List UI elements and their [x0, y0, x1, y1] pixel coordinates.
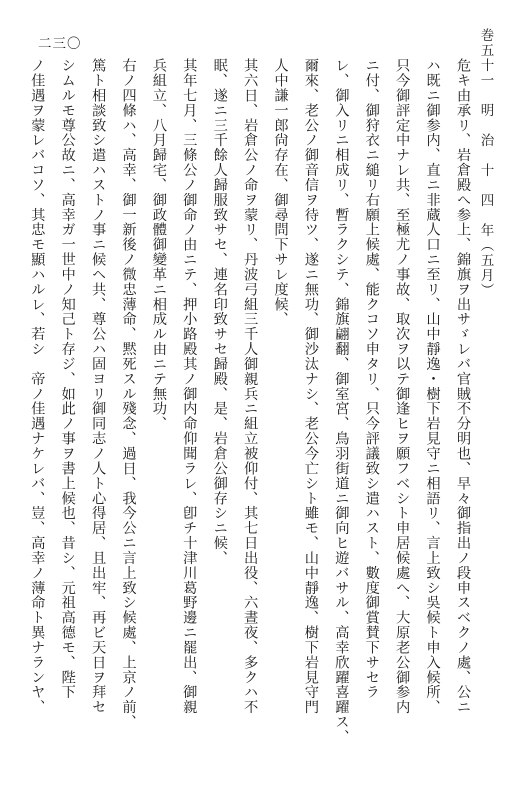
text-column: 眠、遂ニ三千餘人歸服致サセ、連名印致サセ歸殿、是、岩倉公御存シニ候、 — [211, 58, 228, 566]
text-column: レ、御入リニ相成リ、暫ラクシテ、錦旗翩翻、御室宮、鳥羽街道ニ御向ヒ遊バサル、高幸欣躍喜躍ス、 — [333, 58, 350, 745]
text-column: ハ既ニ御参内、直ニ非蔵人口ニ至リ、山中靜逸・樹下岩見守ニ相語リ、言上致シ吳候ト申入候所、 — [424, 58, 441, 715]
body-text — [30, 58, 470, 798]
text-column: ノ佳遇ヲ蒙レバコソ、其忠モ顯ハルレ、若シ 帝ノ佳遇ナケレバ、豈、高幸ノ薄命ト異ナランヤ、 — [29, 58, 46, 715]
text-column: 兵組立、八月歸宅、御政體御變革ニ相成ル由ニテ無功、 — [150, 58, 167, 431]
text-column: 只今御評定中ナレ共、至極尤ノ事故、取次ヲ以テ御逢ヒヲ願フベシト申居候處へ、大原老公御参内 — [394, 58, 411, 715]
page-number: 二三〇 — [38, 36, 82, 52]
running-title: 巻五十一 明 治 十 四 年（五月） — [477, 28, 494, 298]
text-column: 其年七月、三條公ノ御命ノ由ニテ、押小路殿其ノ御内命仰聞ラレ、卽チ十津川葛野邊ニ罷出、御親 — [181, 58, 198, 715]
text-column: 其六日、岩倉公ノ命ヲ蒙リ、丹波弓組三千人御親兵ニ組立被仰付、其七日出役、六晝夜、多クハ不 — [242, 58, 259, 715]
text-column: 篤ト相談致シ遣ハストノ事ニ候ヘ共、尊公ハ固ヨリ御同志ノ人ト心得居、且出牢、再ビ天日ヲ拜セ — [90, 58, 107, 715]
text-column: 人中謙一郎尙存在、御尋問下サレ度候、 — [272, 58, 289, 327]
text-column: 爾來、老公ノ御音信ヲ待ツ、遂ニ無功、御沙汰ナシ、老公今亡シト雖モ、山中靜逸、樹下岩見守門 — [302, 58, 319, 715]
text-column: ニ付、御狩衣ニ縋リ右願上候處、能クコソ申タリ、只今評議致シ遣ハスト、數度御賞賛下サセラ — [363, 58, 380, 700]
text-column: シムルモ尊公故ニ、高幸ガ一世中ノ知己ト存ジ、如此ノ事ヲ書上候也、昔シ、元祖高德モ、陛下 — [59, 58, 76, 700]
running-header — [477, 28, 494, 298]
text-column: 危キ由承リ、岩倉殿へ参上、錦旗ヲ出サゞレバ官賊不分明也、早々御指出ノ段申スベクノ處、公ニ — [454, 58, 471, 715]
text-column: 右ノ四條ハ、高幸、御一新後ノ微忠薄命、黙死スル殘念、過日、我今公ニ言上致シ候處、上京ノ前、 — [120, 58, 137, 730]
